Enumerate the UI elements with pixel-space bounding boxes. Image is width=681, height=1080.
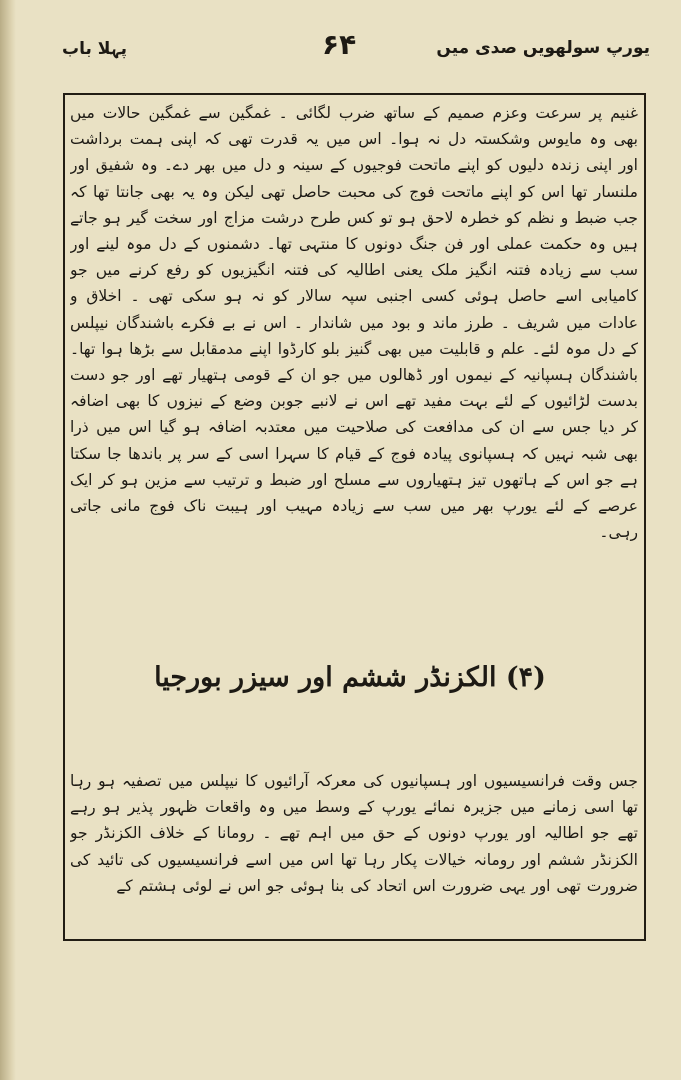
binding-gutter xyxy=(0,0,16,1080)
running-title: یورپ سولھویں صدی میں xyxy=(436,38,650,58)
body-paragraph-2: جس وقت فرانسیسیوں اور ہسپانیوں کی معرکہ آرائیوں کا نیپلس میں تصفیہ ہو رہا تھا اسی زمانے میں جزیرہ نمائے یورپ کے وسط میں وہ واقعات ظہور پذیر ہو رہے تھے جو اطالیہ اور یورپ دونوں کے حق میں اہم تھے ۔ رومانا کے خلاف الکزنڈر جو الکزنڈر ششم اور رومانہ خیالات پکار رہا تھا اس میں اسے فرانسیسیوں کی تائید کی ضرورت تھی اور یہی ضرورت اس اتحاد کی بنا ہوئی جو اس نے لوئی ہشتم کے xyxy=(70,772,638,895)
page-number: ۶۴ xyxy=(322,28,357,61)
body-paragraph-1: غنیم پر سرعت وعزم صمیم کے ساتھ ضرب لگائی ۔ غمگین سے غمگین حالات میں بھی وہ مایوس وشکستہ دل نہ ہوا۔ اس میں یہ قدرت تھی کہ اپنی ہمت برداشت اور اپنی زندہ دلیوں کو اپنے ماتحت فوجیوں کے سینہ و دل میں بھر دے۔ وہ شفیق اور ملنسار تھا اس کو اپنے ماتحت فوج کی محبت حاصل تھی لیکن وہ یہ بھی جانتا تھا کہ جب ضبط و نظم کو خطرہ لاحق ہو تو کس طرح درشت مزاج اور سخت گیر ہو جاتے ہیں وہ حکمت عملی اور فن جنگ دونوں کا منتہی تھا۔ دشمنوں کے دل موہ لینے اور سب سے زیادہ فتنہ انگیز ملک یعنی اطالیہ کی فتنہ انگیزیوں کو رفع کرنے میں جو کامیابی اسے حاصل ہوئی کسی اجنبی سپہ سالار کو نہ ہو سکی تھی ۔ اخلاق و عادات میں شریف ۔ طرز ماند و بود میں شاندار ۔ اس نے بے فکرے باشندگان نیپلس کے دل موہ لئے۔ علم و قابلیت میں بھی گنیز بلو کارڈوا اپنے مدمقابل سے بڑھا ہوا تھا۔ باشندگان ہسپانیہ کے نیموں اور ڈھالوں میں جو ان کے قومی ہتھیار تھے اور جو دست بدست لڑائیوں کے لئے بہت مفید تھے اس نے لانبے جوبن وضع کے نیزوں کا بھی اضافہ کر دیا جس سے ان کی مدافعت کی صلاحیت میں معتدبہ اضافہ ہو گیا اس میں ذرا بھی شبہ نہیں کہ ہسپانوی پیادہ فوج کے قیام کا سہرا اسی کے سر پر باندھا جا سکتا ہے جو اس کے ہاتھوں تیز ہتھیاروں سے مسلح اور ضبط و ترتیب سے مزین ہو کر ایک عرصے کے لئے یورپ بھر میں سب سے زیادہ مہیب اور ہیبت ناک فوج مانی جاتی رہی۔ xyxy=(70,104,638,542)
section-heading: (۴) الکزنڈر ششم اور سیزر بورجیا xyxy=(154,662,546,693)
chapter-label: پہلا باب xyxy=(62,39,128,59)
page-header xyxy=(62,28,650,78)
